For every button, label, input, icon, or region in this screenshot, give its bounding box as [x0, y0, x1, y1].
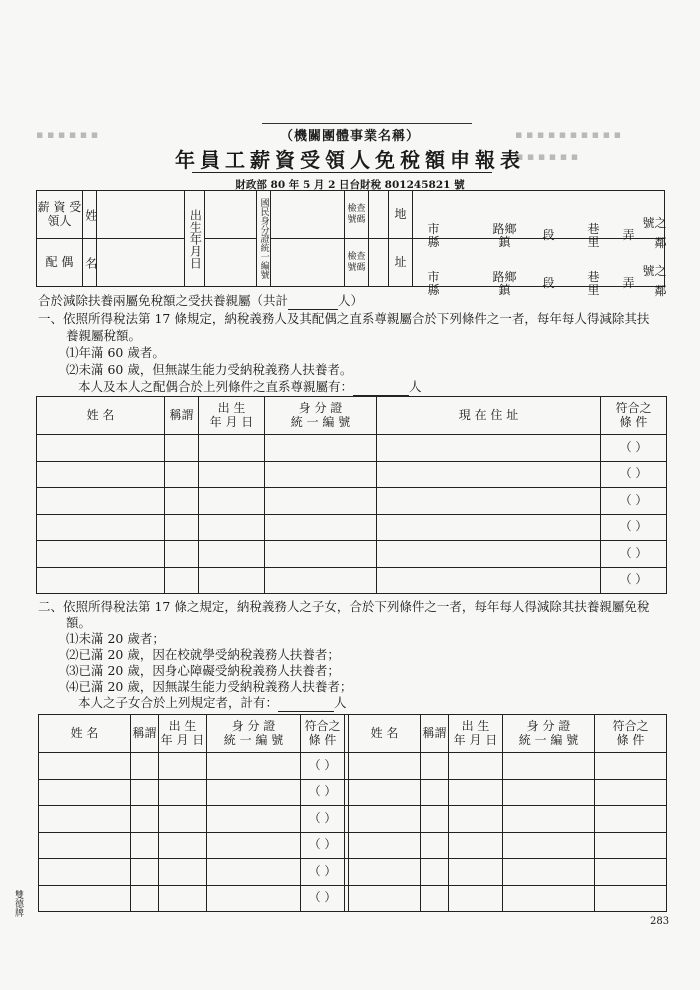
subtitle-rule: [262, 123, 472, 124]
table-row: [37, 461, 667, 488]
table-row: [37, 541, 667, 568]
id-cell[interactable]: [207, 859, 301, 886]
name-cell[interactable]: [39, 859, 131, 886]
addr-label-1: 地: [389, 191, 413, 239]
col-birth: 出 生 年 月 日: [159, 715, 207, 753]
id-cell[interactable]: [503, 832, 595, 859]
qualification-cell[interactable]: [595, 859, 667, 886]
id-cell[interactable]: [265, 567, 377, 594]
birth-cell[interactable]: [159, 859, 207, 886]
qualification-cell[interactable]: （ ）: [301, 753, 345, 780]
birth-cell[interactable]: [199, 541, 265, 568]
section2-count-field[interactable]: [278, 711, 334, 712]
qualification-cell[interactable]: （ ）: [301, 806, 345, 833]
name-cell[interactable]: [349, 859, 421, 886]
check-code-label: 檢查號碼: [345, 191, 369, 239]
name-cell[interactable]: [37, 567, 165, 594]
section2-condition-1: ⑴未滿 20 歲者；: [66, 631, 165, 646]
title-cell[interactable]: [165, 541, 199, 568]
qualification-cell[interactable]: （ ）: [301, 832, 345, 859]
addr-road: 路鄉鎮: [492, 221, 517, 249]
id-cell[interactable]: [207, 753, 301, 780]
birth-cell[interactable]: [159, 832, 207, 859]
section2-count-line: [78, 694, 347, 712]
name-label: 名: [83, 239, 97, 287]
dependents-total-line: [38, 292, 363, 310]
id-cell[interactable]: [265, 514, 377, 541]
table-row: [39, 885, 667, 912]
qualification-cell[interactable]: （ ）: [601, 488, 667, 515]
table-row: [37, 514, 667, 541]
name-cell[interactable]: [37, 514, 165, 541]
qualification-cell[interactable]: [595, 806, 667, 833]
table-row: [37, 567, 667, 594]
section2-para-1: 二、依照所得稅法第 17 條之規定，納稅義務人之子女，合於下列條件之一者，每年每人得減除其扶養親屬免稅: [38, 599, 650, 614]
addr-spacer: [413, 191, 427, 239]
birth-cell[interactable]: [199, 488, 265, 515]
table-row: [37, 488, 667, 515]
recipient-name-field[interactable]: [97, 191, 185, 239]
dependents-total-text: 合於減除扶養兩屬免稅額之受扶養親屬（共計: [38, 293, 289, 308]
spouse-label: 配 偶: [37, 239, 83, 287]
section2-condition-2: ⑵已滿 20 歲，因在校就學受納稅義務人扶養者；: [66, 647, 340, 662]
title-cell[interactable]: [131, 859, 159, 886]
title-cell[interactable]: [131, 779, 159, 806]
title-cell[interactable]: [165, 435, 199, 462]
birth-cell[interactable]: [199, 514, 265, 541]
addr-city: 市縣: [427, 221, 440, 249]
col-title: 稱謂: [131, 715, 159, 753]
address-cell[interactable]: [377, 567, 601, 594]
title-cell[interactable]: [131, 806, 159, 833]
decree-reference: 財政部 80 年 5 月 2 日台財稅 801245821 號: [235, 179, 465, 191]
name-cell[interactable]: [37, 541, 165, 568]
col-title: 稱謂: [421, 715, 449, 753]
birth-cell[interactable]: [449, 885, 503, 912]
section2-para-2: 額。: [66, 615, 92, 630]
id-cell[interactable]: [265, 488, 377, 515]
id-cell[interactable]: [503, 859, 595, 886]
section1-count-text: 本人及本人之配偶合於上列條件之直系尊親屬有：: [78, 379, 354, 394]
title-cell[interactable]: [131, 832, 159, 859]
name-cell[interactable]: [39, 885, 131, 912]
addr-no: 號之: [642, 215, 667, 230]
ascendants-table: [36, 396, 667, 594]
col-qualification: 符合之 條 件: [601, 397, 667, 435]
id-cell[interactable]: [503, 753, 595, 780]
spouse-address-field[interactable]: [427, 235, 667, 298]
name-cell[interactable]: [349, 885, 421, 912]
table-row: [37, 435, 667, 462]
id-cell[interactable]: [503, 779, 595, 806]
id-cell[interactable]: [503, 806, 595, 833]
addr-road: 路鄉鎮: [492, 269, 517, 297]
birth-cell[interactable]: [159, 753, 207, 780]
recipient-check-code-field[interactable]: [369, 191, 389, 239]
col-id: 身 分 證 統 一 編 號: [207, 715, 301, 753]
id-cell[interactable]: [265, 461, 377, 488]
id-cell[interactable]: [503, 885, 595, 912]
qualification-cell[interactable]: [595, 779, 667, 806]
birth-cell[interactable]: [449, 779, 503, 806]
birth-cell[interactable]: [199, 435, 265, 462]
addr-lane: 巷里: [587, 269, 600, 297]
col-title: 稱謂: [165, 397, 199, 435]
col-qualification: 符合之 條 件: [595, 715, 667, 753]
col-birth: 出 生 年 月 日: [199, 397, 265, 435]
addr-lane: 巷里: [587, 221, 600, 249]
qualification-cell[interactable]: （ ）: [301, 779, 345, 806]
section1-count-unit: 人: [409, 379, 422, 394]
addr-neighbor: 鄰: [654, 283, 667, 298]
col-name: 姓 名: [349, 715, 421, 753]
recipient-birth-field[interactable]: [205, 191, 257, 239]
addr-no: 號之: [642, 263, 667, 278]
col-name: 姓 名: [37, 397, 165, 435]
address-cell[interactable]: [377, 541, 601, 568]
addr-city: 市縣: [427, 269, 440, 297]
name-cell[interactable]: [37, 461, 165, 488]
col-qualification: 符合之 條 件: [301, 715, 345, 753]
name-cell[interactable]: [349, 806, 421, 833]
birth-cell[interactable]: [449, 832, 503, 859]
title-cell[interactable]: [165, 514, 199, 541]
id-cell[interactable]: [207, 806, 301, 833]
table-row: [39, 832, 667, 859]
spouse-name-field[interactable]: [97, 239, 185, 287]
id-cell[interactable]: [207, 885, 301, 912]
birth-cell[interactable]: [449, 859, 503, 886]
spouse-birth-field[interactable]: [205, 239, 257, 287]
surname-label: 姓: [83, 191, 97, 239]
address-cell[interactable]: [377, 461, 601, 488]
title-cell[interactable]: [165, 461, 199, 488]
birth-cell[interactable]: [449, 753, 503, 780]
birth-cell[interactable]: [159, 779, 207, 806]
address-cell[interactable]: [377, 514, 601, 541]
page-number: 283: [650, 916, 670, 927]
section2-count-unit: 人: [334, 695, 347, 710]
bleed-through-text: ▪ ▪ ▪ ▪ ▪ ▪: [36, 128, 99, 141]
title-cell[interactable]: [131, 753, 159, 780]
children-table: [38, 714, 667, 912]
title-cell[interactable]: [421, 885, 449, 912]
birth-cell[interactable]: [159, 885, 207, 912]
col-id: 身 分 證 統 一 編 號: [503, 715, 595, 753]
col-address: 現 在 住 址: [377, 397, 601, 435]
qualification-cell[interactable]: [595, 832, 667, 859]
title-cell[interactable]: [165, 488, 199, 515]
id-cell[interactable]: [265, 435, 377, 462]
addr-neighbor: 鄰: [654, 235, 667, 250]
recipient-label: 薪 資 受領人: [37, 191, 83, 239]
title-cell[interactable]: [421, 832, 449, 859]
name-cell[interactable]: [349, 779, 421, 806]
section1-count-line: [78, 378, 422, 396]
section1-para-1: 一、依照所得稅法第 17 條規定，納稅義務人及其配偶之直系尊親屬合於下列條件之一者，每年每人得減除其扶: [38, 311, 650, 326]
qualification-cell[interactable]: （ ）: [601, 461, 667, 488]
section1-condition-2: ⑵未滿 60 歲，但無謀生能力受納稅義務人扶養者。: [66, 362, 353, 377]
table-row: [39, 806, 667, 833]
col-birth: 出 生 年 月 日: [449, 715, 503, 753]
section1-para-2: 養親屬稅額。: [66, 328, 142, 343]
addr-section: 段: [542, 275, 555, 290]
title-underline: [192, 172, 492, 173]
publisher-mark: 雙德牌: [13, 890, 23, 917]
qualification-cell[interactable]: [595, 753, 667, 780]
table-row: [39, 859, 667, 886]
id-cell[interactable]: [207, 779, 301, 806]
title-cell[interactable]: [421, 779, 449, 806]
col-id: 身 分 證 統 一 編 號: [265, 397, 377, 435]
birth-cell[interactable]: [159, 806, 207, 833]
name-cell[interactable]: [39, 832, 131, 859]
id-label: 國民身分證統一編號: [257, 191, 271, 287]
qualification-cell[interactable]: （ ）: [601, 514, 667, 541]
addr-alley: 弄: [622, 227, 635, 242]
qualification-cell[interactable]: （ ）: [601, 435, 667, 462]
name-cell[interactable]: [37, 435, 165, 462]
title-cell[interactable]: [421, 859, 449, 886]
section2-condition-4: ⑷已滿 20 歲，因無謀生能力受納稅義務人扶養者；: [66, 679, 353, 694]
org-name: （機關團體事業名稱）: [279, 129, 420, 144]
table-row: [39, 779, 667, 806]
section2-count-text: 本人之子女合於上列規定者，計有：: [78, 695, 279, 710]
qualification-cell[interactable]: （ ）: [301, 859, 345, 886]
birth-label: 出生年月日: [185, 191, 205, 287]
title-cell[interactable]: [421, 753, 449, 780]
id-cell[interactable]: [207, 832, 301, 859]
name-cell[interactable]: [349, 832, 421, 859]
section2-condition-3: ⑶已滿 20 歲，因身心障礙受納稅義務人扶養者；: [66, 663, 340, 678]
bleed-through-text: ▪ ▪ ▪ ▪ ▪ ▪ ▪ ▪ ▪ ▪: [515, 128, 622, 141]
address-cell[interactable]: [377, 488, 601, 515]
title-cell[interactable]: [131, 885, 159, 912]
name-cell[interactable]: [39, 779, 131, 806]
spouse-check-code-field[interactable]: [369, 239, 389, 287]
birth-cell[interactable]: [449, 806, 503, 833]
qualification-cell[interactable]: （ ）: [601, 567, 667, 594]
addr-label-2: 址: [389, 239, 413, 287]
birth-cell[interactable]: [199, 567, 265, 594]
address-cell[interactable]: [377, 435, 601, 462]
qualification-cell[interactable]: （ ）: [301, 885, 345, 912]
recipient-info-table: [36, 190, 667, 298]
page-title: 年員工薪資受領人免稅額申報表: [175, 148, 525, 172]
table-row: [39, 753, 667, 780]
section1-condition-1: ⑴年滿 60 歲者。: [66, 345, 165, 360]
birth-cell[interactable]: [199, 461, 265, 488]
name-cell[interactable]: [39, 806, 131, 833]
title-cell[interactable]: [165, 567, 199, 594]
dependents-total-unit: 人）: [338, 293, 364, 308]
bleed-through-text: ▪ ▪ ▪ ▪ ▪ ▪ ▪: [505, 150, 579, 163]
addr-alley: 弄: [622, 275, 635, 290]
addr-section: 段: [542, 227, 555, 242]
spouse-id-field[interactable]: [271, 239, 345, 287]
qualification-cell[interactable]: （ ）: [601, 541, 667, 568]
qualification-cell[interactable]: [595, 885, 667, 912]
title-cell[interactable]: [421, 806, 449, 833]
addr-spacer: [413, 239, 427, 287]
name-cell[interactable]: [349, 753, 421, 780]
check-code-label: 檢查號碼: [345, 239, 369, 287]
recipient-id-field[interactable]: [271, 191, 345, 239]
col-name: 姓 名: [39, 715, 131, 753]
name-cell[interactable]: [37, 488, 165, 515]
recipient-address-field[interactable]: [427, 191, 667, 250]
name-cell[interactable]: [39, 753, 131, 780]
id-cell[interactable]: [265, 541, 377, 568]
